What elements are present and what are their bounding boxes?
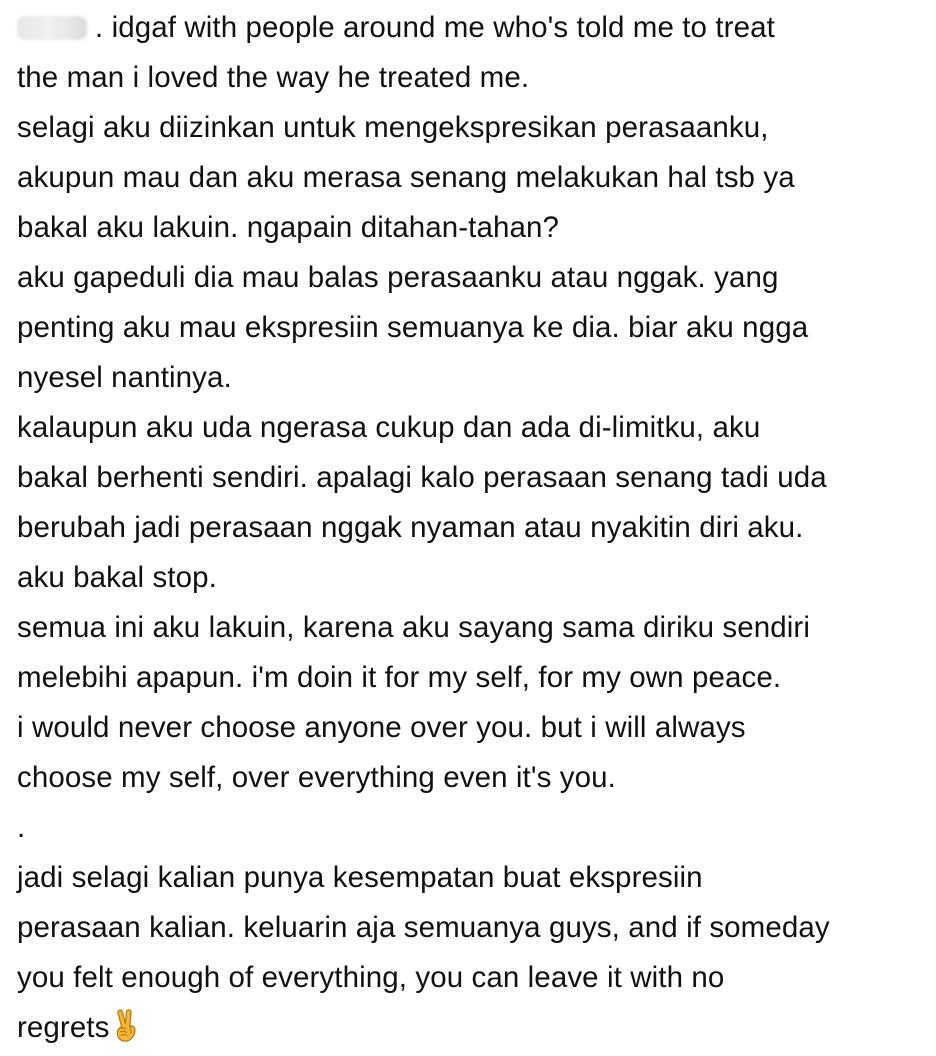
- post-line-4: akupun mau dan aku merasa senang melakukan hal tsb ya: [17, 161, 795, 194]
- victory-hand-icon: [112, 1008, 140, 1044]
- post-line-1-text: . idgaf with people around me who's told me to treat: [95, 11, 775, 44]
- post-line-1: [17, 3, 922, 53]
- post-line-16: choose my self, over everything even it's you.: [17, 761, 616, 794]
- post-line-18: jadi selagi kalian punya kesempatan buat ekspresiin: [17, 861, 703, 894]
- post-line-12: aku bakal stop.: [17, 561, 217, 594]
- redacted-name: [17, 16, 87, 40]
- post-line-11: berubah jadi perasaan nggak nyaman atau nyakitin diri aku.: [17, 511, 804, 544]
- post-line-2: the man i loved the way he treated me.: [17, 61, 530, 94]
- post-line-9: kalaupun aku uda ngerasa cukup dan ada di-limitku, aku: [17, 411, 761, 444]
- post-line-5: bakal aku lakuin. ngapain ditahan-tahan?: [17, 211, 559, 244]
- post-line-13: semua ini aku lakuin, karena aku sayang sama diriku sendiri: [17, 611, 810, 644]
- post-line-6: aku gapeduli dia mau balas perasaanku atau nggak. yang: [17, 261, 779, 294]
- post-line-14: melebihi apapun. i'm doin it for my self, for my own peace.: [17, 661, 782, 694]
- post-body: [17, 3, 922, 1053]
- post-line-7: penting aku mau ekspresiin semuanya ke dia. biar aku ngga: [17, 311, 809, 344]
- post-line-15: i would never choose anyone over you. but i will always: [17, 711, 746, 744]
- post-line-21-text: regrets: [17, 1011, 110, 1044]
- post-line-19: perasaan kalian. keluarin aja semuanya guys, and if someday: [17, 911, 830, 944]
- post-line-21: [17, 1003, 922, 1053]
- post-line-3: selagi aku diizinkan untuk mengekspresikan perasaanku,: [17, 111, 769, 144]
- post-line-20: you felt enough of everything, you can leave it with no: [17, 961, 725, 994]
- post-line-17: .: [17, 811, 26, 844]
- post-line-8: nyesel nantinya.: [17, 361, 232, 394]
- post-line-10: bakal berhenti sendiri. apalagi kalo perasaan senang tadi uda: [17, 461, 827, 494]
